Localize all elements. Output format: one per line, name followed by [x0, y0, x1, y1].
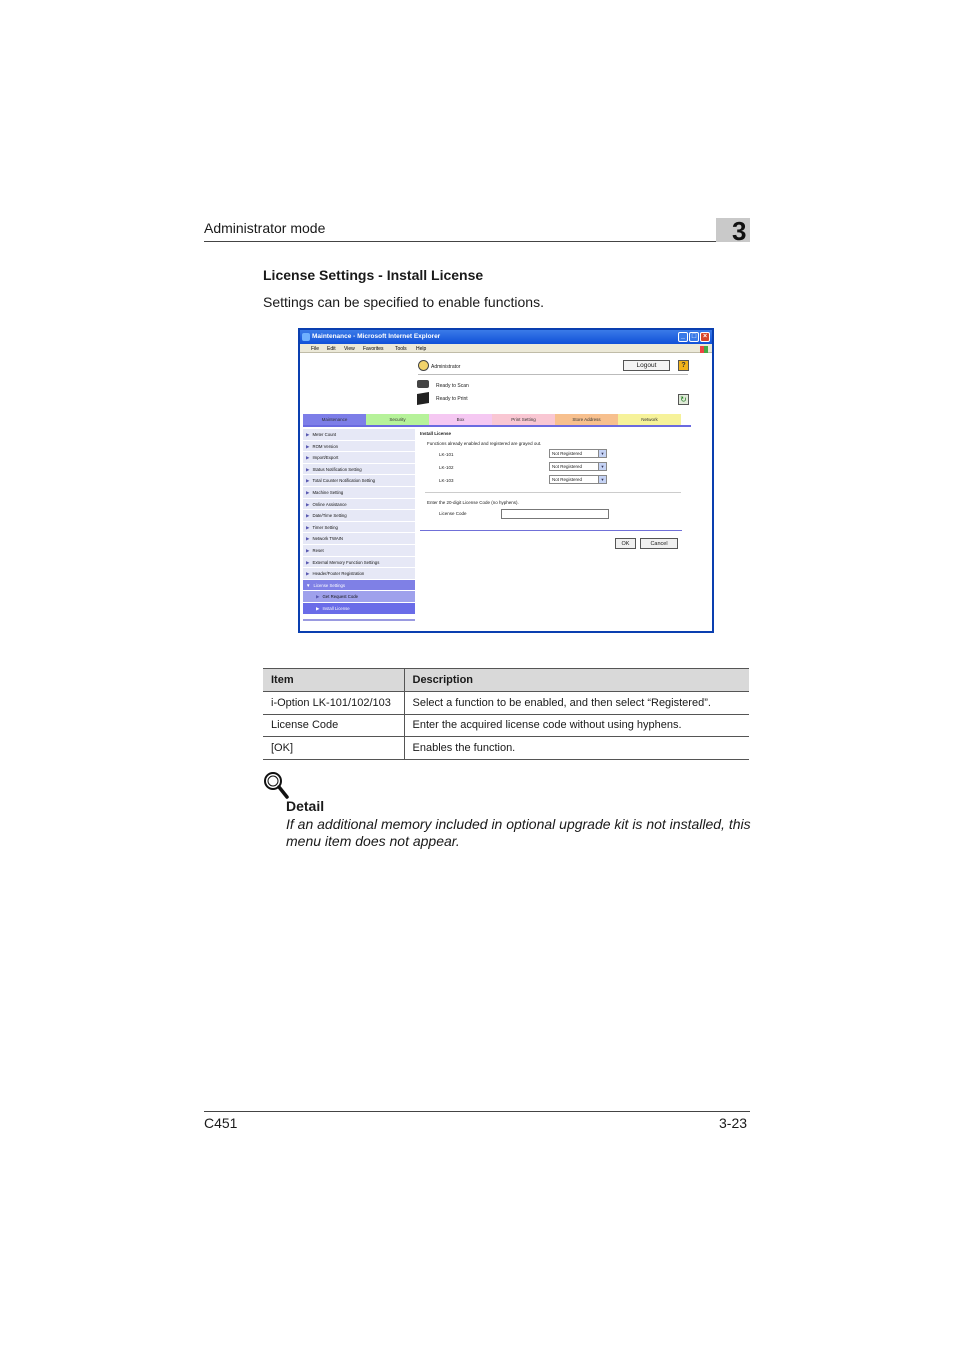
sidebar-divider — [303, 619, 415, 621]
ok-button[interactable]: OK — [615, 538, 636, 549]
sidebar-item-external-memory[interactable]: ▶ External Memory Function Settings — [303, 557, 415, 569]
minimize-icon[interactable]: _ — [678, 332, 688, 342]
arrow-right-icon: ▶ — [306, 547, 310, 553]
window-titlebar — [300, 330, 712, 344]
tab-box[interactable]: Box — [429, 414, 492, 425]
panel-divider — [425, 492, 681, 493]
arrow-right-icon: ▶ — [306, 443, 310, 449]
help-icon[interactable]: ? — [678, 360, 689, 371]
cancel-button[interactable]: Cancel — [640, 538, 678, 549]
table-row — [263, 714, 749, 737]
ie-icon — [302, 333, 310, 341]
table-cell-description: Enter the acquired license code without using hyphens. — [404, 714, 749, 737]
magnifier-icon — [263, 771, 289, 799]
sidebar-item-online-assistance[interactable]: ▶ Online Assistance — [303, 499, 415, 511]
menu-favorites[interactable]: Favorites — [363, 346, 384, 352]
menu-tools[interactable]: Tools — [395, 346, 407, 352]
sidebar-item-install-license[interactable]: ▶ Install License — [303, 603, 415, 615]
panel-description: Functions already enabled and registered are grayed out. — [427, 441, 542, 446]
menu-edit[interactable]: Edit — [327, 346, 336, 352]
menu-view[interactable]: View — [344, 346, 355, 352]
sidebar-item-reset[interactable]: ▶ Reset — [303, 545, 415, 557]
arrow-right-icon: ▶ — [306, 432, 310, 437]
arrow-right-icon: ▶ — [306, 536, 310, 542]
column-header-item: Item — [263, 669, 404, 692]
lk-101-label: LK-101 — [439, 452, 454, 457]
section-description: Settings can be specified to enable functions. — [263, 294, 544, 310]
table-cell-item: License Code — [263, 714, 404, 737]
sidebar-item-timer-setting[interactable]: ▶ Timer Setting — [303, 522, 415, 534]
sidebar-item-meter-count[interactable]: ▶ Meter Count — [303, 429, 415, 441]
table-cell-description: Select a function to be enabled, and then select “Registered”. — [404, 692, 749, 715]
license-code-input[interactable] — [501, 509, 609, 519]
administrator-label: Administrator — [431, 364, 461, 370]
detail-text: If an additional memory included in optional upgrade kit is not installed, this menu item does not appear. — [286, 816, 751, 849]
tab-maintenance[interactable]: Maintenance — [303, 414, 366, 425]
page-header-title: Administrator mode — [204, 220, 326, 236]
maximize-icon[interactable]: □ — [689, 332, 699, 342]
tab-underline — [303, 425, 691, 427]
sidebar-item-total-counter-notification[interactable]: ▶ Total Counter Notification Setting — [303, 475, 415, 487]
header-divider — [204, 241, 750, 242]
scanner-icon — [417, 380, 429, 388]
logout-button[interactable]: Logout — [623, 360, 670, 371]
browser-screenshot — [298, 328, 714, 633]
table-cell-description: Enables the function. — [404, 737, 749, 760]
sidebar-item-rom-version[interactable]: ▶ ROM Version — [303, 441, 415, 453]
arrow-right-icon: ▶ — [306, 559, 310, 565]
footer-page-number: 3-23 — [719, 1115, 748, 1131]
arrow-right-icon: ▶ — [306, 501, 310, 507]
footer-model: C451 — [204, 1115, 238, 1131]
scan-status: Ready to Scan — [436, 383, 469, 389]
panel-title: Install License — [420, 431, 452, 436]
window-title: Maintenance - Microsoft Internet Explorer — [312, 333, 441, 340]
table-cell-item: [OK] — [263, 737, 404, 760]
section-title: License Settings - Install License — [263, 267, 484, 283]
arrow-right-icon: ▶ — [306, 478, 310, 484]
tab-network[interactable]: Network — [618, 414, 681, 425]
sidebar-item-get-request-code[interactable]: ▶ Get Request Code — [303, 591, 415, 603]
tab-store-address[interactable]: Store Address — [555, 414, 618, 425]
sidebar-item-network-twain[interactable]: ▶ Network TWAIN — [303, 533, 415, 545]
arrow-right-icon: ▶ — [306, 466, 310, 472]
table-cell-item: i-Option LK-101/102/103 — [263, 692, 404, 715]
menu-help[interactable]: Help — [416, 346, 427, 352]
sidebar-item-import-export[interactable]: ▶ Import/Export — [303, 452, 415, 464]
arrow-down-icon: ▼ — [306, 582, 311, 588]
footer-divider — [204, 1111, 750, 1112]
sidebar-item-license-settings[interactable]: ▼ License Settings — [303, 580, 415, 592]
lk-103-label: LK-103 — [439, 478, 454, 483]
sidebar-item-header-footer[interactable]: ▶ Header/Footer Registration — [303, 568, 415, 580]
lk-101-select[interactable]: Not Registered ▼ — [549, 449, 607, 458]
license-code-label: License Code — [439, 511, 467, 516]
windows-logo-icon — [700, 346, 708, 353]
arrow-right-icon: ▶ — [306, 489, 310, 495]
arrow-right-icon: ▶ — [306, 571, 310, 577]
administrator-icon — [418, 360, 429, 371]
menu-file[interactable]: File — [311, 346, 320, 352]
chevron-down-icon: ▼ — [598, 463, 606, 470]
chapter-number: 3 — [732, 216, 747, 246]
table-header-row — [263, 669, 749, 692]
tab-bar — [303, 414, 681, 425]
panel-bottom-divider — [420, 530, 682, 531]
tab-security[interactable]: Security — [366, 414, 429, 425]
lk-102-label: LK-102 — [439, 465, 454, 470]
lk-103-select[interactable]: Not Registered ▼ — [549, 475, 607, 484]
close-icon[interactable]: × — [700, 332, 710, 342]
column-header-description: Description — [404, 669, 749, 692]
sidebar-item-date-time[interactable]: ▶ Date/Time Setting — [303, 510, 415, 522]
sidebar-menu — [303, 429, 415, 615]
license-code-instruction: Enter the 20-digit License Code (no hyphens). — [427, 500, 519, 505]
chevron-down-icon: ▼ — [598, 476, 606, 483]
lk-102-select[interactable]: Not Registered ▼ — [549, 462, 607, 471]
menu-bar — [300, 344, 712, 353]
description-table — [263, 668, 749, 760]
arrow-right-icon: ▶ — [316, 605, 320, 611]
detail-heading: Detail — [286, 798, 325, 814]
print-status: Ready to Print — [436, 396, 468, 402]
arrow-right-icon: ▶ — [306, 455, 310, 461]
arrow-right-icon: ▶ — [306, 513, 310, 519]
chevron-down-icon: ▼ — [598, 450, 606, 457]
table-row — [263, 737, 749, 760]
sidebar-item-machine-setting[interactable]: ▶ Machine Setting — [303, 487, 415, 499]
arrow-right-icon: ▶ — [316, 594, 320, 600]
printer-icon — [417, 392, 429, 405]
tab-print-setting[interactable]: Print Setting — [492, 414, 555, 425]
divider — [418, 374, 688, 375]
table-row — [263, 692, 749, 715]
refresh-icon[interactable]: ↻ — [678, 394, 689, 405]
sidebar-item-status-notification[interactable]: ▶ Status Notification Setting — [303, 464, 415, 476]
arrow-right-icon: ▶ — [306, 524, 310, 530]
